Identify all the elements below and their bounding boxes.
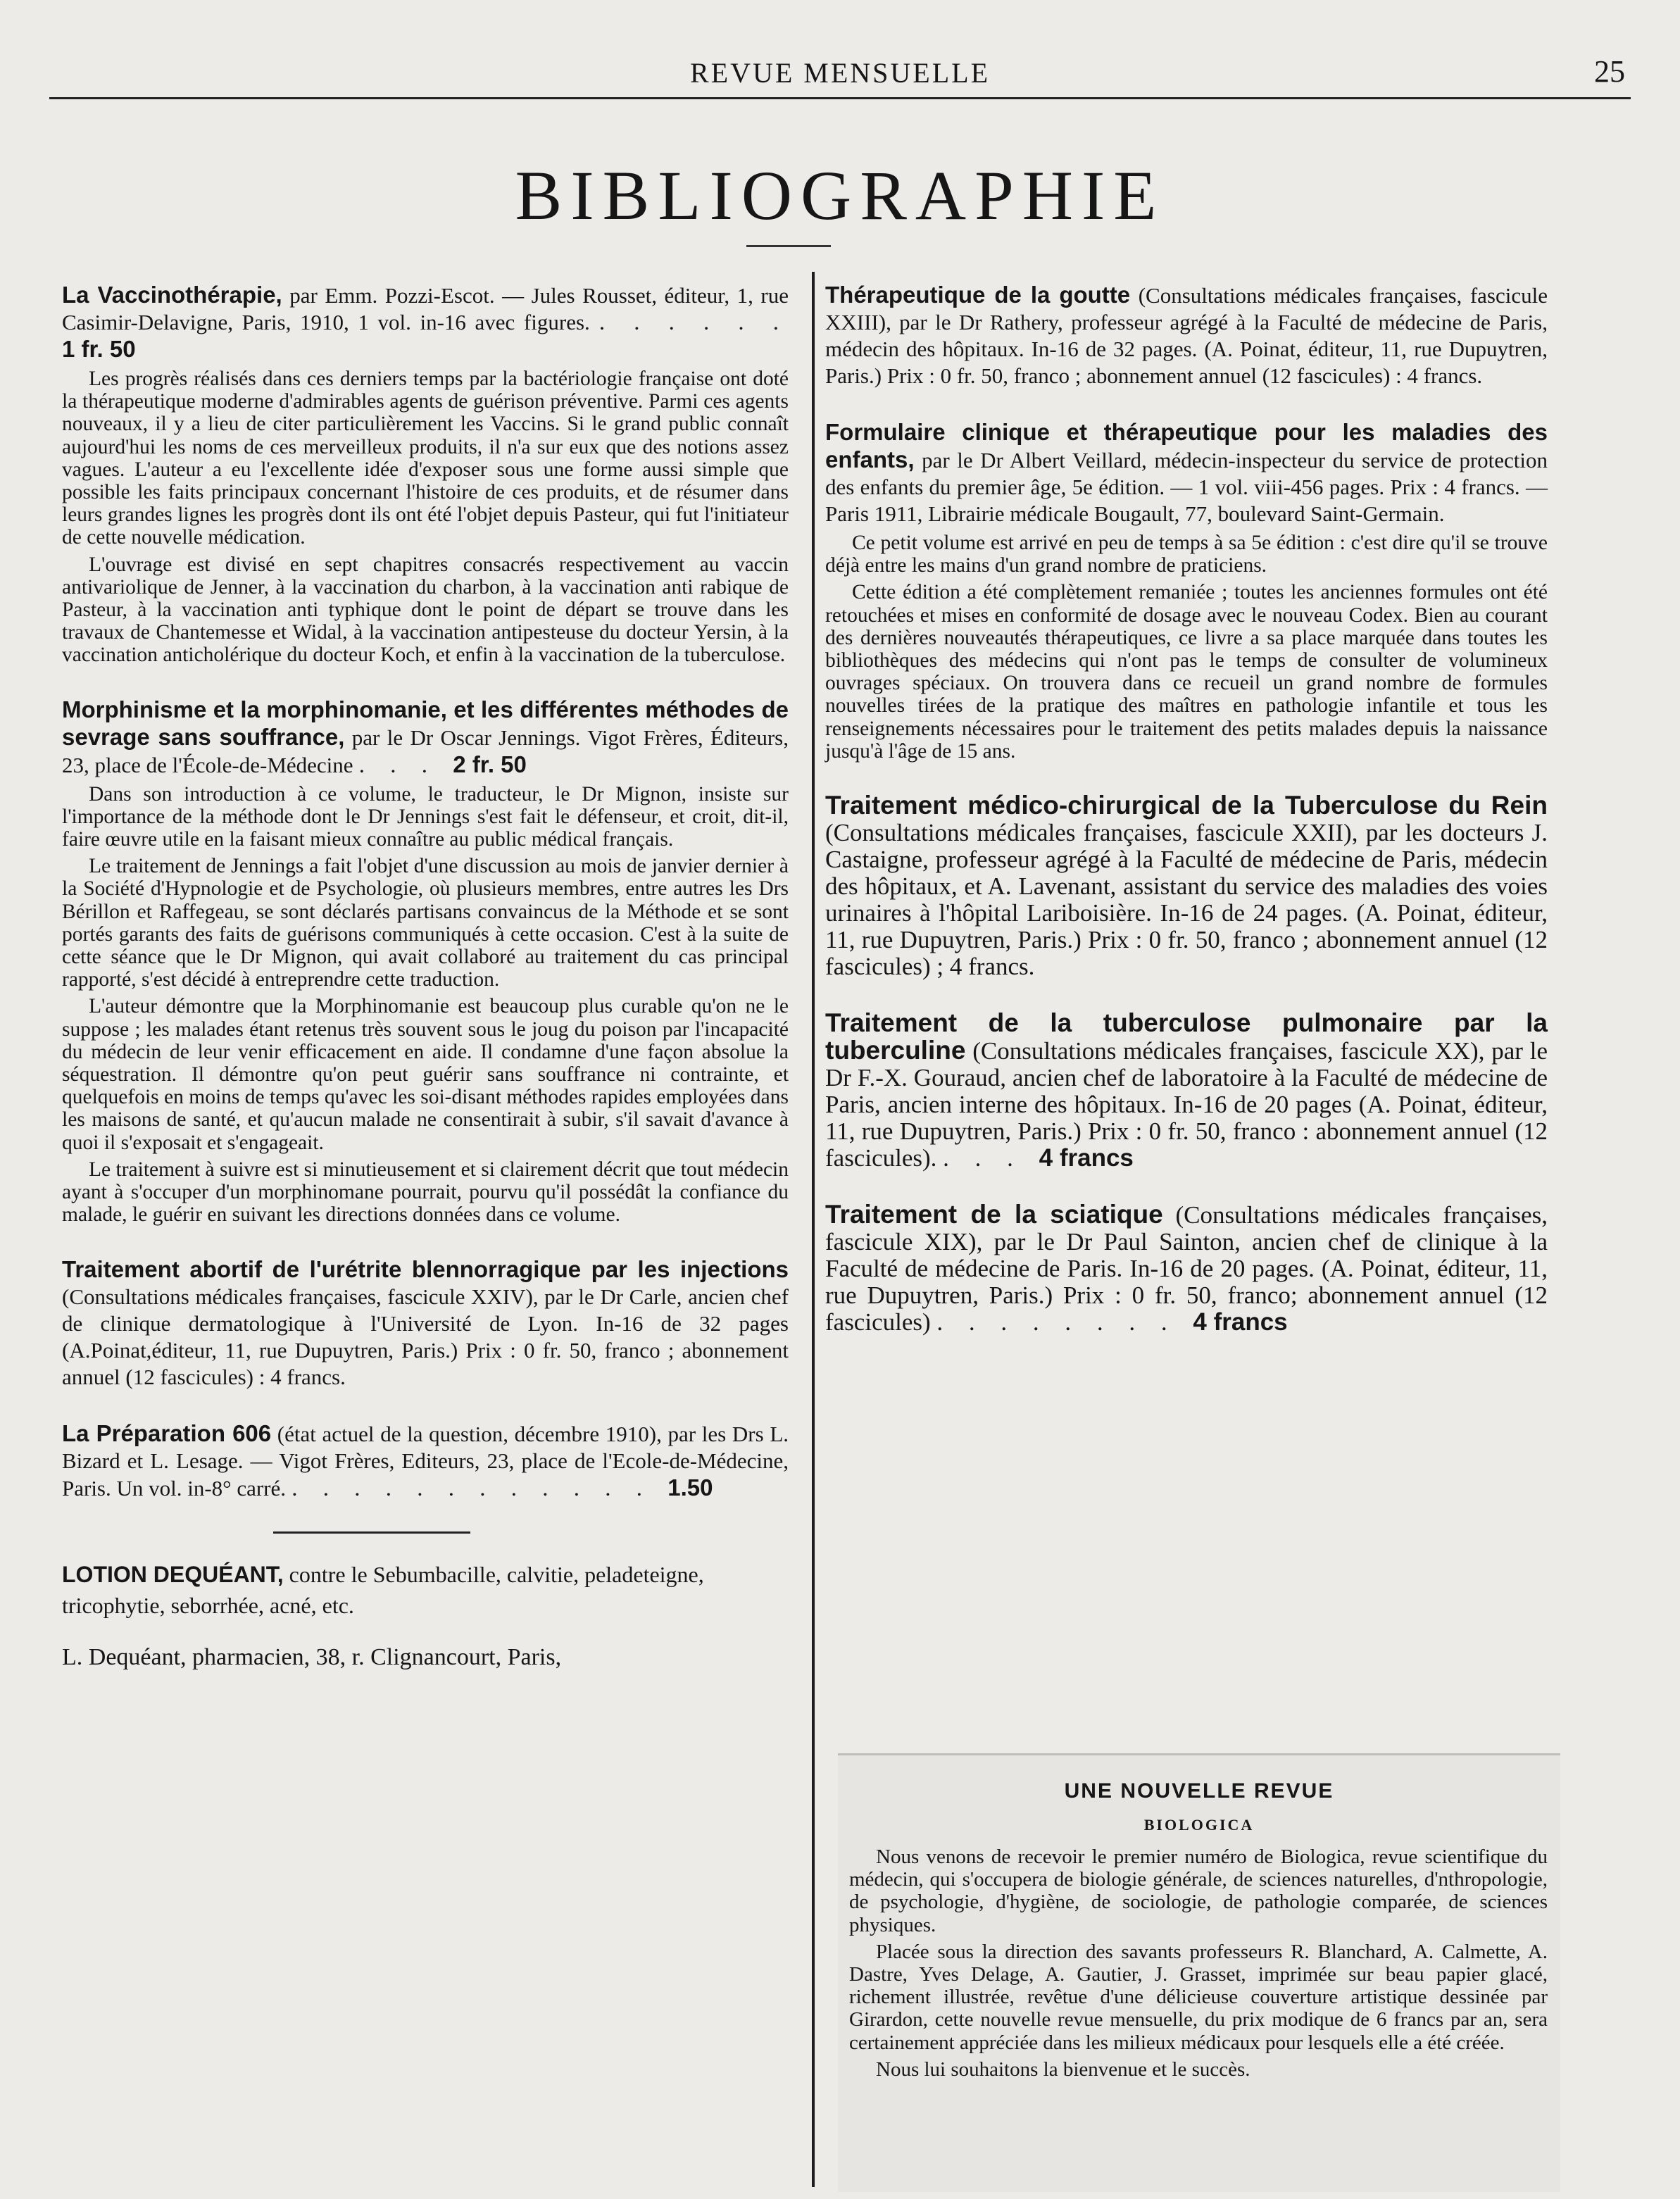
entry-heading xyxy=(825,792,1548,980)
leader-dots: . . . . . . . . xyxy=(936,1308,1193,1336)
entry-uretrite xyxy=(62,1256,789,1391)
leader-dots: . . . . . . . . . . . . xyxy=(292,1475,668,1501)
section-title: BIBLIOGRAPHIE xyxy=(515,156,1165,234)
entry-heading xyxy=(62,1420,789,1502)
entry-title: Traitement de la tuberculose pulmonaire par la tuberculine xyxy=(825,1008,1548,1065)
leader-dots: . . . . . . xyxy=(598,310,789,335)
new-review-notice xyxy=(838,1753,1560,2192)
entry-publication: par le Dr Albert Veillard, médecin-inspecteur du service de protection des enfants du premier âge, 5e édition. — 1 vol. viii-456 pages. Prix : 4 francs. — Paris 1911, Librairie médicale Bougault, 77, boulevard Saint-Germain. xyxy=(825,448,1548,526)
paragraph: Nous lui souhaitons la bienvenue et le succès. xyxy=(876,2057,1250,2081)
product-description: contre le Sebumbacille, calvitie, peladeteigne, tricophytie, seborrhée, acné, etc. xyxy=(62,1561,704,1618)
running-header xyxy=(49,48,1631,99)
notice-body xyxy=(849,1846,1548,2081)
leader-dots: . . . xyxy=(943,1144,1039,1172)
entry-formulaire xyxy=(825,419,1548,763)
column-divider xyxy=(812,272,815,2187)
entry-preparation-606 xyxy=(62,1420,789,1502)
entry-publication: par le Dr Oscar Jennings. Vigot Frères, Éditeurs, 23, place de l'École-de-Médecine xyxy=(62,725,789,777)
notice-subtitle: BIOLOGICA xyxy=(1143,1816,1255,1834)
paragraph: Les progrès réalisés dans ces derniers temps par la bactériologie française ont doté la thérapeutique moderne d'admirables agents de guérison préventive. Parmi ces agents nouveaux, il y a lieu de citer particulièrement les Vaccins. Si le grand public connaît aujourd'hui les noms de ces merveilleux produits, il n'a sur eux que des notions assez vagues. L'auteur a eu l'excellente idée d'exposer sous une forme aussi simple que possible les faits principaux concernant l'histoire de ces produits, et de résumer dans leurs grandes lignes les progrès dont ils ont été l'objet depuis Pasteur, qui fut l'initiateur de cette nouvelle médication. xyxy=(62,368,789,549)
entry-heading xyxy=(825,419,1548,527)
entry-price: 2 fr. 50 xyxy=(453,751,527,777)
entry-heading xyxy=(62,1256,789,1391)
paragraph: Le traitement à suivre est si minutieusement et si clairement décrit que tout médecin ayant à s'occuper d'un morphinomane pourrait, pourvu qu'il possédât la confiance du malade, le guérir en suivant les directions données dans ce volume. xyxy=(62,1158,789,1227)
pharmacist-address: L. Dequéant, pharmacien, 38, r. Clignancourt, Paris, xyxy=(62,1643,562,1670)
entry-title: La Préparation 606 xyxy=(62,1420,272,1446)
entry-publication: (Consultations médicales françaises, fascicule XXII), par les docteurs J. Castaigne, professeur agrégé à la Faculté de médecine de Paris, médecin des hôpitaux, et A. Lavenant, assistant du service des maladies des voies urinaires à l'hôpital Lariboisière. In-16 de 24 pages. (A. Poinat, éditeur, 11, rue Dupuytren, Paris.) Prix : 0 fr. 50, franco ; abonnement annuel (12 fascicules) ; 4 francs. xyxy=(825,819,1548,981)
entry-tuberculose-pulmonaire xyxy=(825,1010,1548,1172)
entry-title: Thérapeutique de la goutte xyxy=(825,282,1131,308)
paragraph: Dans son introduction à ce volume, le traducteur, le Dr Mignon, insiste sur l'importance de la méthode dont le Dr Jennings s'est fait le défenseur, et croit, dit-il, faire œuvre utile en la faisant mieux connaître au public médical français. xyxy=(62,782,789,851)
paragraph: Cette édition a été complètement remaniée ; toutes les anciennes formules ont été retouchées et mises en conformité de dosage avec le nouveau Codex. Bien au courant des dernières nouveautés thérapeutiques, ce livre a sa place marquée dans toutes les bibliothèques des médecins qui n'ont pas le temps de consulter de volumineux ouvrages spéciaux. On trouvera dans ce recueil un grand nombre de formules nouvelles tirées de la pratique des maîtres en pathologie infantile et tous les renseignements nécessaires pour le traitement des petits malades depuis la naissance jusqu'à l'âge de 15 ans. xyxy=(825,581,1548,763)
entry-sciatique xyxy=(825,1201,1548,1336)
product-name: LOTION DEQUÉANT, xyxy=(62,1561,284,1587)
page-number: 25 xyxy=(1594,54,1625,89)
leader-dots: . . . xyxy=(358,752,453,778)
entry-publication: (état actuel de la question, décembre 1910), par les Drs L. Bizard et L. Lesage. — Vigot Frères, Editeurs, 23, place de l'Ecole-de-Médecine, Paris. Un vol. in-8° carré. xyxy=(62,1421,789,1501)
right-column xyxy=(825,282,1548,1365)
entry-price: 4 francs xyxy=(1039,1144,1134,1172)
entry-heading xyxy=(825,1010,1548,1172)
paragraph: Ce petit volume est arrivé en peu de temps à sa 5e édition : c'est dire qu'il se trouve déjà entre les mains d'un grand nombre de praticiens. xyxy=(825,532,1548,577)
left-column xyxy=(62,282,789,1673)
entry-heading xyxy=(62,282,789,363)
paragraph: Le traitement de Jennings a fait l'objet d'une discussion au mois de janvier dernier à la Société d'Hypnologie et de Psychologie, où plusieurs membres, entre autres les Drs Bérillon et Raffegeau, se sont déclarés partisans convaincus de la Méthode et se sont portés garants des faits de guérisons communiqués à cette occasion. C'est à la suite de cette séance que le Dr Mignon, qui avait collaboré au traitement du cas principal rapporté, s'est décidé à entreprendre cette traduction. xyxy=(62,855,789,991)
entry-price: 1.50 xyxy=(667,1474,713,1501)
entry-title: Traitement de la sciatique xyxy=(825,1200,1163,1229)
entry-vaccinotherapie xyxy=(62,282,789,667)
entry-heading xyxy=(62,696,789,779)
entry-title: La Vaccinothérapie, xyxy=(62,282,282,308)
entry-price: 4 francs xyxy=(1193,1308,1288,1336)
entry-title: Morphinisme et la morphinomanie, et les différentes méthodes de sevrage sans souffrance, xyxy=(62,696,789,750)
entry-heading xyxy=(825,1201,1548,1336)
entry-publication: (Consultations médicales françaises, fascicule XXIII), par le Dr Rathery, professeur agrégé à la Faculté de médecine de Paris, médecin des hôpitaux. In-16 de 32 pages. (A. Poinat, éditeur, 11, rue Dupuytren, Paris.) Prix : 0 fr. 50, franco ; abonnement annuel (12 fascicules) : 4 francs. xyxy=(825,283,1548,388)
entry-title: Traitement abortif de l'urétrite blennorragique par les injections xyxy=(62,1255,789,1282)
entry-title: Formulaire clinique et thérapeutique pour les maladies des enfants, xyxy=(825,419,1548,472)
entry-heading xyxy=(825,282,1548,389)
running-title: REVUE MENSUELLE xyxy=(689,57,991,89)
entry-publication: (Consultations médicales françaises, fascicule XIX), par le Dr Paul Sainton, ancien chef de clinique à la Faculté de médecine de Paris. In-16 de 20 pages. (A. Poinat, éditeur, 11, rue Dupuytren, Paris.) Prix : 0 fr. 50, franco; abonnement annuel (12 fascicules) xyxy=(825,1201,1548,1336)
entry-publication: par Emm. Pozzi-Escot. — Jules Rousset, éditeur, 1, rue Casimir-Delavigne, Paris, 1910, 1 vol. in-16 avec figures. xyxy=(62,283,789,334)
advertisement-lotion xyxy=(62,1559,789,1673)
entry-goutte xyxy=(825,282,1548,389)
entry-publication: (Consultations médicales françaises, fascicule XX), par le Dr F.-X. Gouraud, ancien chef de laboratoire à la Faculté de médecine de Paris, ancien interne des hôpitaux. In-16 de 20 pages (A. Poinat, éditeur, 11, rue Dupuytren, Paris.) Prix : 0 fr. 50, franco : abonnement annuel (12 fascicules). xyxy=(825,1037,1548,1172)
paragraph: Placée sous la direction des savants professeurs R. Blanchard, A. Calmette, A. Dastre, Yves Delage, A. Gautier, J. Grasset, imprimée sur beau papier glacé, richement illustrée, revêtue d'une délicieuse couverture artistique dessinée par Girardon, cette nouvelle revue mensuelle, du prix modique de 6 francs par an, sera certainement appréciée dans les milieux médicaux pour lesquels elle a été créée. xyxy=(849,1940,1548,2054)
title-underline xyxy=(746,245,831,247)
entry-title: Traitement médico-chirurgical de la Tuberculose du Rein xyxy=(825,791,1548,820)
separator-rule xyxy=(273,1531,470,1534)
paragraph: L'auteur démontre que la Morphinomanie est beaucoup plus curable qu'on ne le suppose ; les malades étant retenus très souvent sous le joug du poison par l'incapacité du médecin de leur venir efficacement en aide. Il condamne d'une façon absolue la séquestration. Il démontre qu'on peut guérir sans souffrance ni contrainte, et quelquefois en moins de temps qu'avec les soi-disant méthodes rapides employées dans les maisons de santé, et qu'aucun malade ne consentirait à subir, s'il savait d'avance à quoi il s'exposait et s'engageait. xyxy=(62,995,789,1154)
paragraph: L'ouvrage est divisé en sept chapitres consacrés respectivement au vaccin antivariolique de Jenner, à la vaccination du charbon, à la vaccination anti rabique de Pasteur, à la vaccination anti typhique dont le point de départ se trouve dans les travaux de Chantemesse et Widal, à la vaccination antipesteuse du docteur Yersin, à la vaccination anticholérique du docteur Koch, et enfin à la vaccination de la tuberculose. xyxy=(62,553,789,667)
paragraph: Nous venons de recevoir le premier numéro de Biologica, revue scientifique du médecin, qui s'occupera de biologie générale, de sciences naturelles, d'nthropologie, de psychologie, d'hygiène, de sociologie, de pathologie comparée, de sciences physiques. xyxy=(849,1846,1548,1936)
notice-title: UNE NOUVELLE REVUE xyxy=(1064,1779,1334,1803)
entry-morphinisme xyxy=(62,696,789,1227)
entry-publication: (Consultations médicales françaises, fascicule XXIV), par le Dr Carle, ancien chef de clinique dermatologique à l'Université de Lyon. In-16 de 32 pages (A.Poinat,éditeur, 11, rue Dupuytren, Paris.) Prix : 0 fr. 50, franco ; abonnement annuel (12 fascicules) : 4 francs. xyxy=(62,1284,789,1389)
entry-price: 1 fr. 50 xyxy=(62,336,136,362)
entry-tuberculose-rein xyxy=(825,792,1548,980)
